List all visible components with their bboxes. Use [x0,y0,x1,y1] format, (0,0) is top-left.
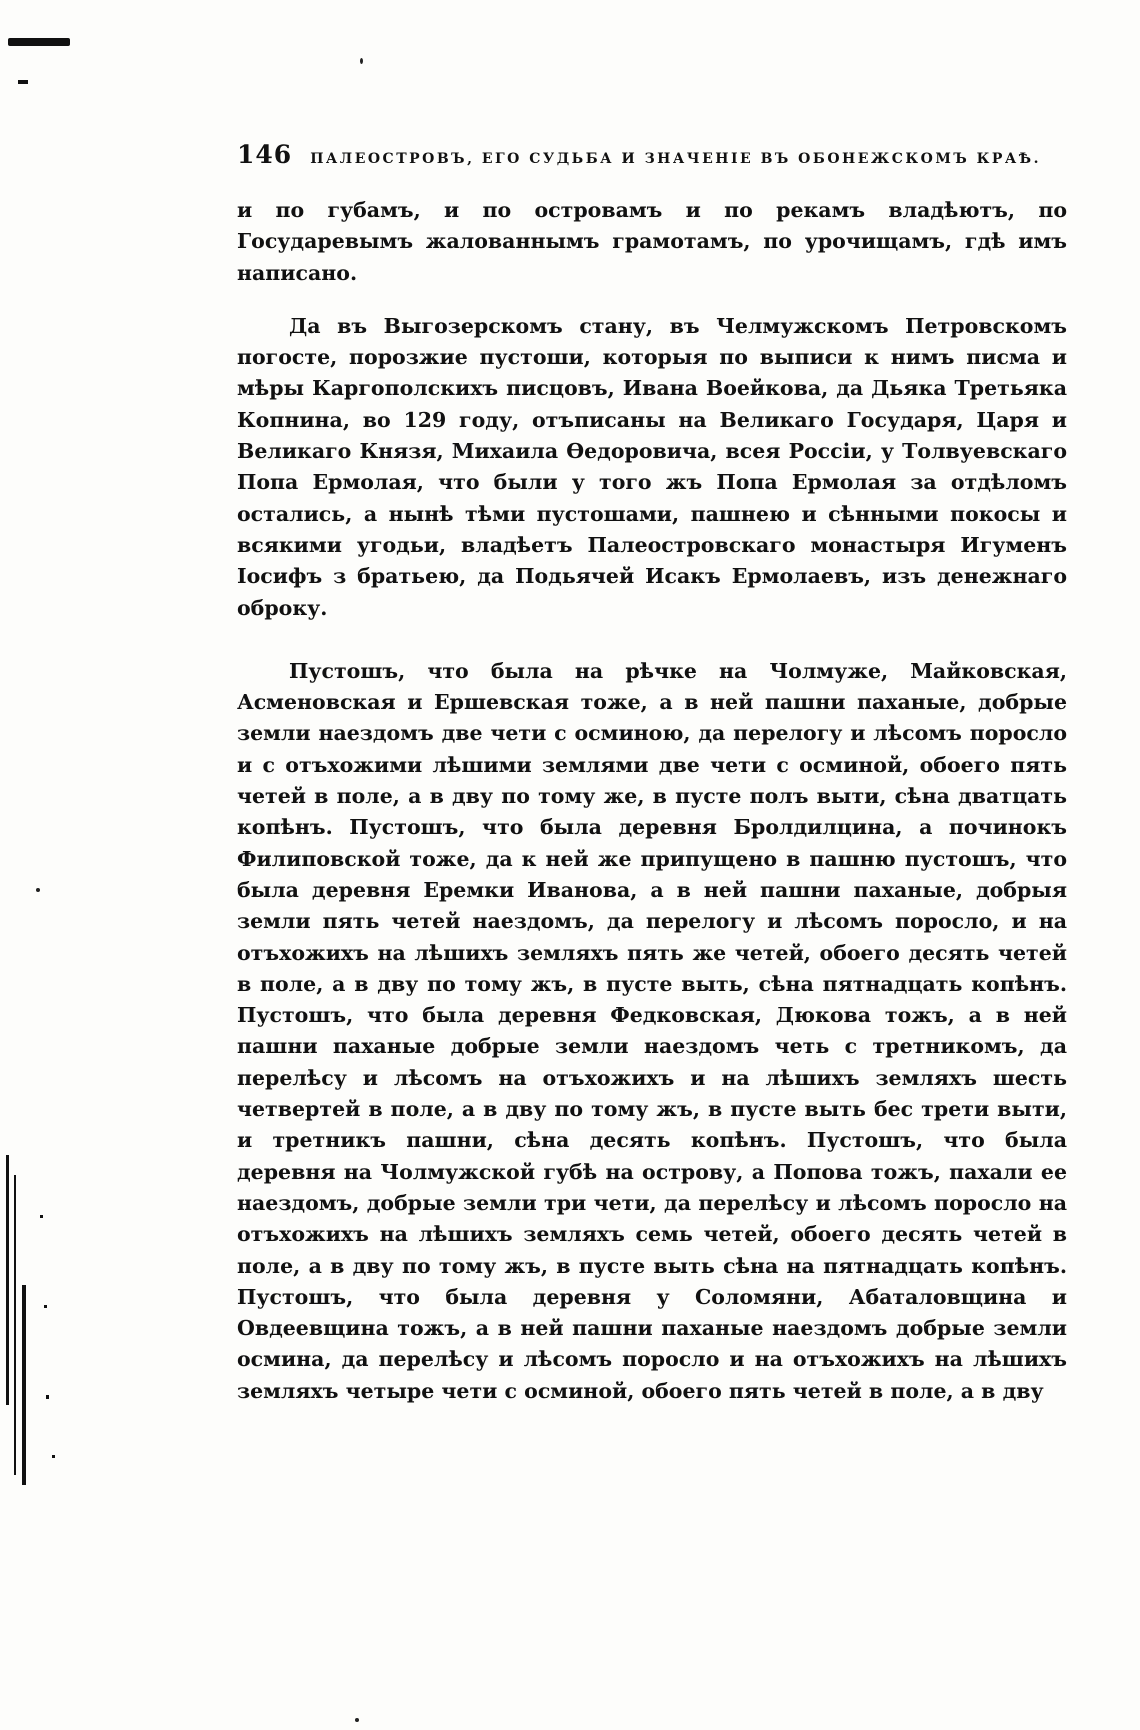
scan-artifact-dot [36,888,40,892]
scan-artifact-dash [18,80,28,84]
paragraph-vygozersky-stan: Да въ Выгозерскомъ стану, въ Челмужскомъ Петровскомъ погосте, порозжие пустоши, которыя по выписи к нимъ писма и мѣры Каргополскихъ писцовъ, Ивана Воейкова, да Дьяка Третьяка Копнина, во 129 году, отъписаны на Великаго Государя, Царя и Великаго Князя, Михаила Ѳедоровича, всея Россіи, у Толвуевскаго Попа Ермолая, что были у того жъ Попа Ермолая за отдѣломъ остались, а нынѣ тѣми пустошами, пашнею и сѣнными покосы и всякими угодьи, владѣетъ Палеостровскаго монастыря Игуменъ Іосифъ з братьею, да Подьячей Исакъ Ермолаевъ, изъ денежнаго оброку. [237,313,1067,620]
page-number: 146 [237,140,293,169]
scan-artifact-dot [355,1718,359,1722]
paragraph-continuation: и по губамъ, и по островамъ и по рекамъ владѣютъ, по Государевымъ жалованнымъ грамотамъ, по урочищамъ, гдѣ имъ написано. [237,198,1067,285]
scan-artifact-dot [360,58,363,64]
header-title: ПАЛЕОСТРОВЪ, ЕГО СУДЬБА И ЗНАЧЕНІЕ ВЪ ОБОНЕЖСКОМЪ КРАѢ. [310,151,1041,167]
page-content [237,140,1067,1407]
scan-artifact-mark [8,38,70,46]
scan-edge-noise [0,1155,70,1515]
running-header [237,140,1067,169]
paragraph-pustoshi-list: Пустошъ, что была на рѣчке на Чолмуже, Майковская, Асменовская и Ершевская тоже, а в ней пашни паханые, добрые земли наездомъ две чети с осминою, да перелогу и лѣсомъ поросло и с отъхожими лѣшими землями две чети с осминой, обоего пять четей в поле, а в дву по тому же, в пусте полъ выти, сѣна дватцать копѣнъ. Пустошъ, что была деревня Бролдилцина, а починокъ Филиповской тоже, да к ней же припущено в пашню пустошъ, что была деревня Еремки Иванова, а в ней пашни паханые, добрыя земли пять четей наездомъ, да перелогу и лѣсомъ поросло, и на отъхожихъ на лѣшихъ земляхъ пять же четей, обоего десять четей в поле, а в дву по тому жъ, в пусте выть, сѣна пятнадцать копѣнъ. Пустошъ, что была деревня Федковская, Дюкова тожъ, а в ней пашни паханые добрые земли наездомъ четь с третникомъ, да перелѣсу и лѣсомъ на отъхожихъ и на лѣшихъ земляхъ шесть четвертей в поле, а в дву по тому жъ, в пусте выть бес трети выти, и третникъ пашни, сѣна десять копѣнъ. Пустошъ, что была деревня на Чолмужской губѣ на острову, а Попова тожъ, пахали ее наездомъ, добрые земли три чети, да перелѣсу и лѣсомъ поросло на отъхожихъ на лѣшихъ земляхъ семь четей, обоего десять четей в поле, а в дву по тому жъ, в пусте выть сѣна на пятнадцать копѣнъ. Пустошъ, что была деревня у Соломяни, Абаталовщина и Овдеевщина тожъ, а в ней пашни паханые наездомъ добрые земли осмина, да перелѣсу и лѣсомъ поросло и на отъхожихъ на лѣшихъ земляхъ четыре чети с осминой, обоего пять четей в поле, а в дву [237,658,1067,1403]
